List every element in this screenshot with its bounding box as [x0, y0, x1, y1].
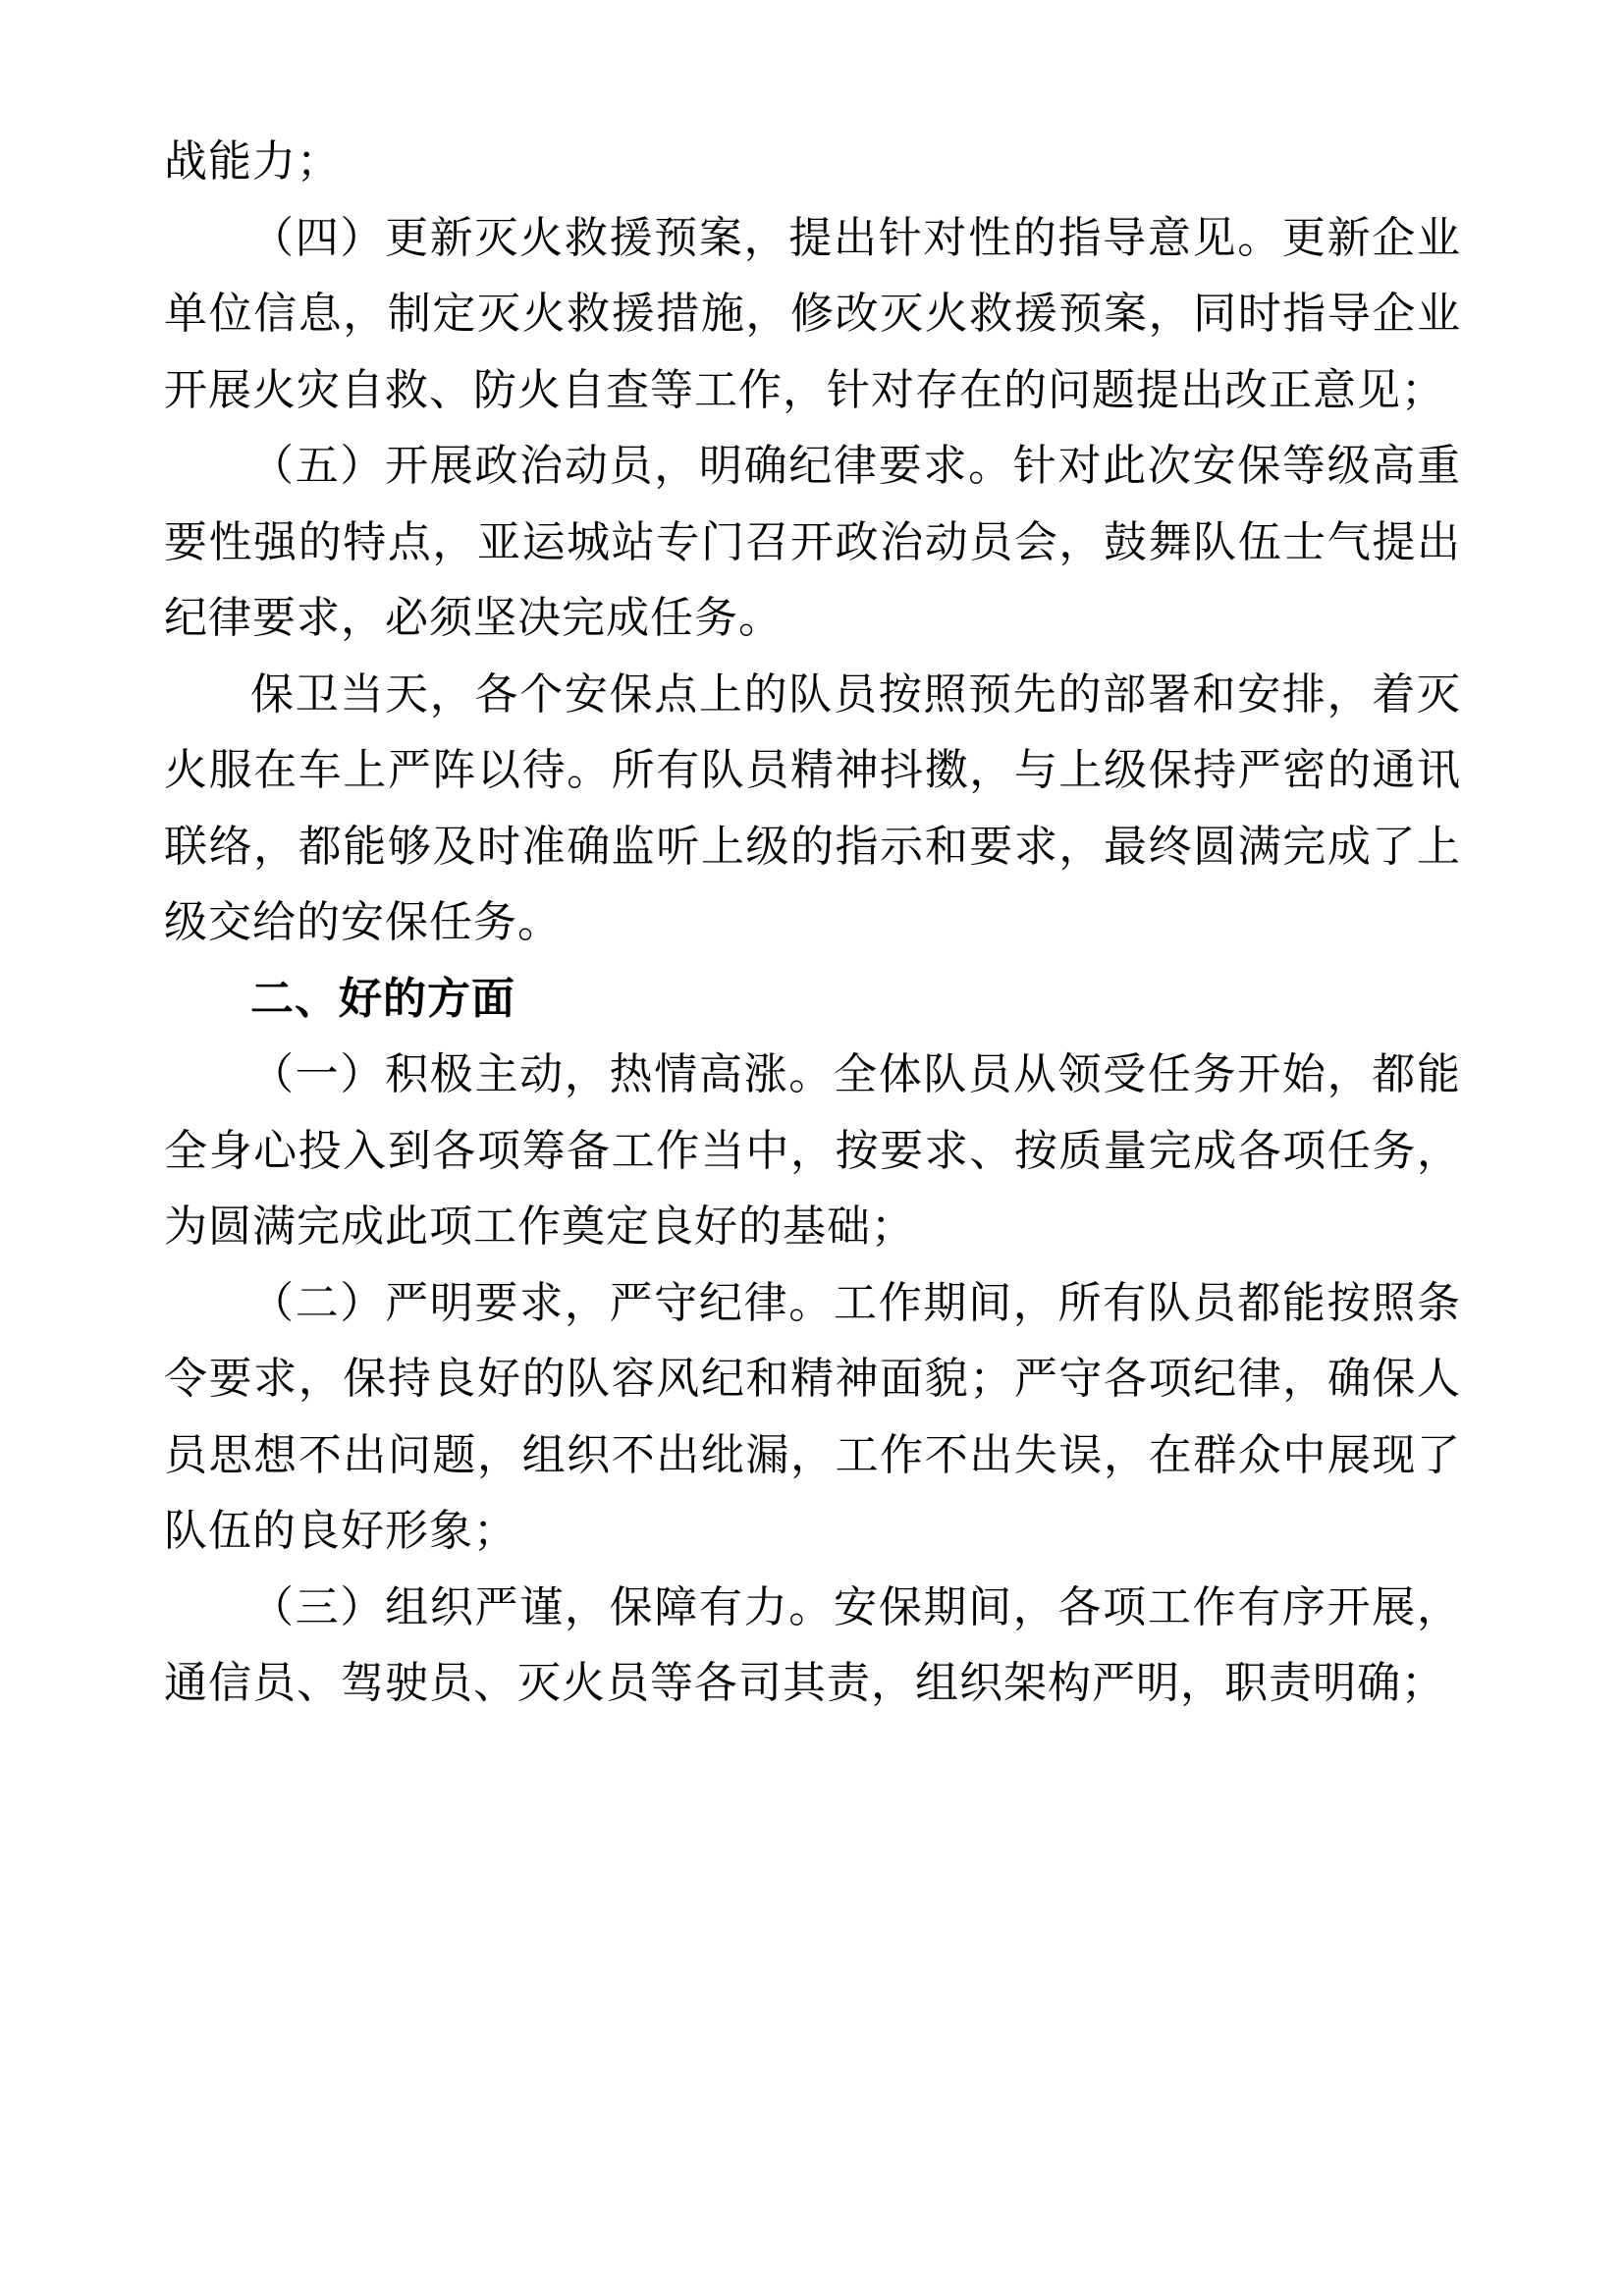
paragraph-good-2: （二）严明要求，严守纪律。工作期间，所有队员都能按照条令要求，保持良好的队容风纪和精神面貌；严守各项纪律，确保人员思想不出问题，组织不出纰漏，工作不出失误，在群众中展现了队伍的良好形象；: [164, 1278, 1461, 1555]
paragraph-continuation: 战能力；: [164, 137, 341, 186]
paragraph-good-3: （三）组织严谨，保障有力。安保期间，各项工作有序开展，通信员、驾驶员、灭火员等各司其责，组织架构严明，职责明确；: [164, 1582, 1461, 1707]
paragraph-item-5: （五）开展政治动员，明确纪律要求。针对此次安保等级高重要性强的特点，亚运城站专门召开政治动员会，鼓舞队伍士气提出纪律要求，必须坚决完成任务。: [164, 442, 1461, 642]
paragraph-item-4: （四）更新灭火救援预案，提出针对性的指导意见。更新企业单位信息，制定灭火救援措施，修改灭火救援预案，同时指导企业开展火灾自救、防火自查等工作，针对存在的问题提出改正意见；: [164, 213, 1461, 414]
paragraph-good-1: （一）积极主动，热情高涨。全体队员从领受任务开始，都能全身心投入到各项筹备工作当中，按要求、按质量完成各项任务，为圆满完成此项工作奠定良好的基础；: [164, 1050, 1461, 1251]
section-heading-good-aspects: 二、好的方面: [250, 974, 515, 1023]
paragraph-security-day: 保卫当天，各个安保点上的队员按照预先的部署和安排，着灭火服在车上严阵以待。所有队员精神抖擞，与上级保持严密的通讯联络，都能够及时准确监听上级的指示和要求，最终圆满完成了上级交给的安保任务。: [164, 669, 1461, 946]
